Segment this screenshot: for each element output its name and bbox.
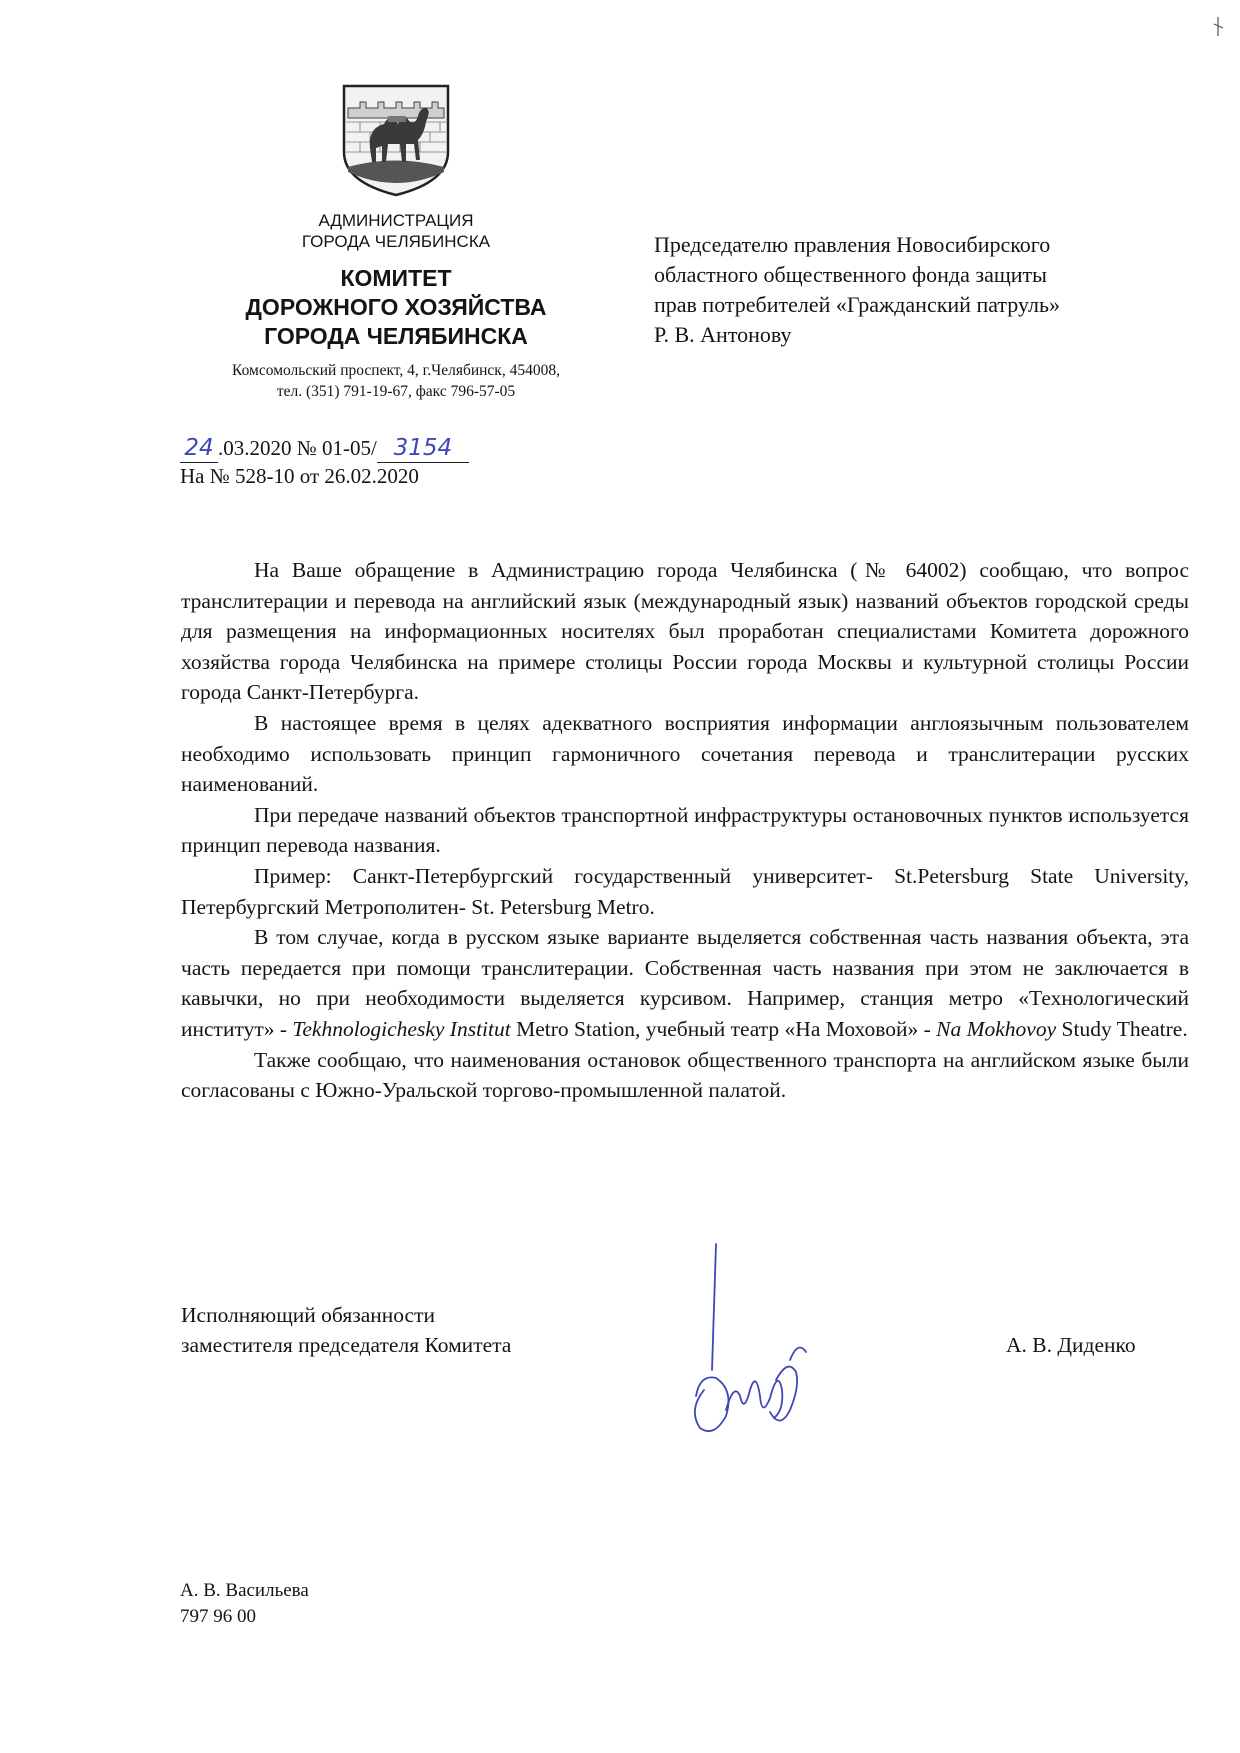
body-paragraph-example <box>181 922 1189 1044</box>
signatory-name: А. В. Диденко <box>1006 1333 1136 1357</box>
handwritten-signature <box>686 1240 816 1440</box>
example-text: В том случае, когда в русском языке варианте выделяется собственная часть названия объекта, эта часть передается при помощи транслитерации. Собственная часть названия при этом не заключается в кавычки, но при необходимости выделяется курсивом. Например, станция метро «Технологический институт» - <box>181 925 1189 1041</box>
committee-header <box>200 264 592 351</box>
body-paragraph: В настоящее время в целях адекватного восприятия информации англоязычным пользователем необходимо использовать принцип гармоничного сочетания перевода и транслитерации русских наименований. <box>181 710 1189 797</box>
committee-line: КОМИТЕТ <box>340 265 452 291</box>
contact-line: тел. (351) 791-19-67, факс 796-57-05 <box>276 383 516 400</box>
body-paragraph: При передаче названий объектов транспортной инфраструктуры остановочных пунктов используется принцип перевода названия. <box>181 802 1189 858</box>
executor-phone: 797 96 00 <box>180 1606 256 1627</box>
addressee-name: Р. В. Антонову <box>654 322 792 347</box>
executor-name: А. В. Васильева <box>180 1580 309 1601</box>
example-text: Study Theatre. <box>1056 1016 1188 1041</box>
handwritten-number: 3154 <box>377 435 469 463</box>
addressee-block <box>654 230 1194 350</box>
address-line: Комсомольский проспект, 4, г.Челябинск, 454008, <box>232 362 560 379</box>
corner-scan-mark <box>1212 16 1226 38</box>
addressee-line: Председателю правления Новосибирского <box>654 232 1051 257</box>
committee-line: ДОРОЖНОГО ХОЗЯЙСТВА <box>245 294 547 320</box>
letter-body <box>181 555 1189 1106</box>
administration-header <box>230 210 562 252</box>
example-text: Metro Station, учебный театр «На Моховой» - <box>510 1016 937 1041</box>
body-paragraph: Также сообщаю, что наименования остановок общественного транспорта на английском языке были согласованы с Южно-Уральской торгово-промышленной палатой. <box>181 1047 1189 1103</box>
administration-line: АДМИНИСТРАЦИЯ <box>318 211 474 230</box>
italic-transliteration: Na Mokhovoy <box>936 1016 1057 1041</box>
signatory-position <box>181 1300 511 1360</box>
committee-line: ГОРОДА ЧЕЛЯБИНСКА <box>264 323 528 349</box>
position-line: заместителя председателя Комитета <box>181 1333 512 1357</box>
body-paragraph: На Ваше обращение в Администрацию города Челябинска (№ 64002) сообщаю, что вопрос транслитерации и перевода на английский язык (международный язык) названий объектов городской среды для размещения на информационных носителях был проработан специалистами Комитета дорожного хозяйства города Челябинска на примере столицы России города Москвы и культурной столицы России города Санкт-Петербурга. <box>181 558 1189 705</box>
executor-block <box>180 1578 309 1630</box>
position-line: Исполняющий обязанности <box>181 1303 435 1327</box>
reply-to-reference: На № 528-10 от 26.02.2020 <box>180 464 419 488</box>
committee-address <box>170 360 622 402</box>
outgoing-date-number: .03.2020 № 01-05/ <box>218 436 377 460</box>
handwritten-day: 24 <box>180 435 218 463</box>
italic-transliteration: Tekhnologichesky Institut <box>292 1016 511 1041</box>
coat-of-arms-icon <box>340 82 452 198</box>
addressee-line: областного общественного фонда защиты <box>654 262 1047 287</box>
addressee-line: прав потребителей «Гражданский патруль» <box>654 292 1061 317</box>
outgoing-reference <box>180 435 469 490</box>
administration-line: ГОРОДА ЧЕЛЯБИНСКА <box>301 232 491 251</box>
body-paragraph: Пример: Санкт-Петербургский государственный университет- St.Petersburg State University, Петербургский Метрополитен- St. Petersburg Metro. <box>181 863 1189 919</box>
